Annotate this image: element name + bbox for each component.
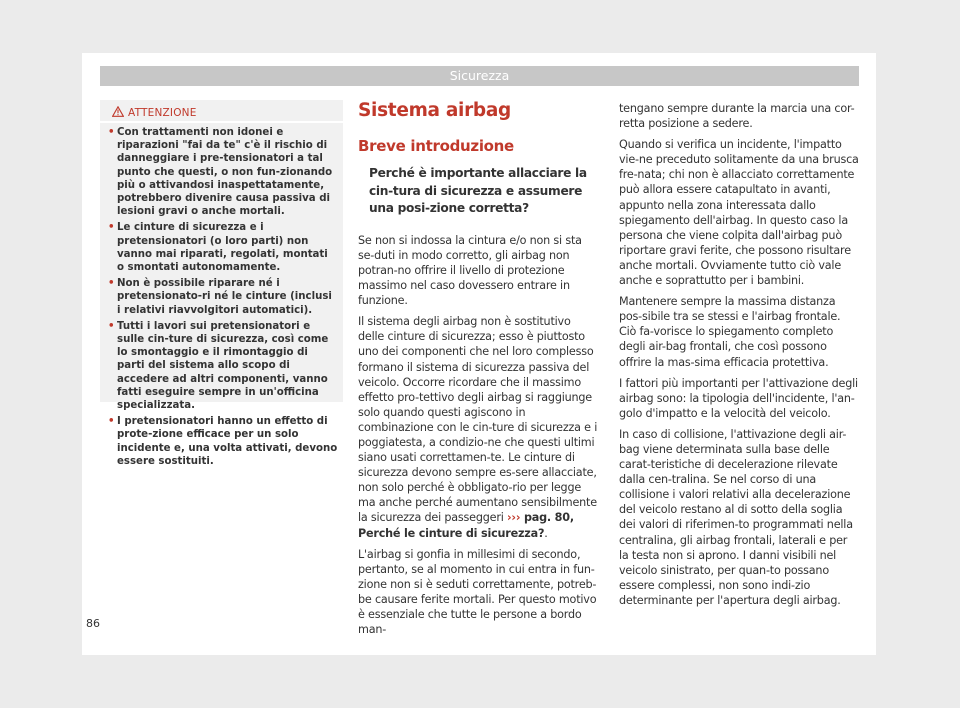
paragraph: Il sistema degli airbag non è sostitutivo delle cinture di sicurezza; esso è piuttosto uno dei componenti che nel loro complesso formano il sistema di sicurezza passiva del veicolo. Occorre ricordare che il massimo effetto pro-tettivo degli airbag si raggiunge solo quando questi agiscono in combinazione con le cin-ture di sicurezza e i poggiatesta, a condizio-ne che questi ultimi siano usati correttamen-te. Le cinture di sicurezza devono sempre es-sere allacciate, non solo perché è obbligato-rio per legge ma anche perché aumentano sensibilmente la sicurezza dei passeggeri ››› pag. 80, Perché le cinture di sicurezza?. [358,315,598,540]
warning-list [108,126,338,471]
article-title: Sistema airbag [358,100,511,121]
warning-triangle-icon [112,106,124,120]
bullet-icon: • [108,127,115,138]
warning-item: • Le cinture di sicurezza e i pretensionatori (o loro parti) non vanno mai riparati, regolati, montati o smontati autonomamente. [108,222,328,274]
warning-item: • Con trattamenti non idonei e riparazioni "fai da te" c'è il rischio di danneggiare i pre-tensionatori a tal punto che questi, o non fun-zionando più o attivandosi inaspettatamente, potrebbero divenire causa passiva di lesioni gravi o anche mortali. [108,127,333,218]
bullet-icon: • [108,320,115,332]
warning-item: • I pretensionatori hanno un effetto di prote-zione efficace per un solo incidente e, una volta attivati, devono essere sostituiti. [108,416,338,467]
section-header [100,66,859,86]
paragraph: Se non si indossa la cintura e/o non si sta se-duti in modo corretto, gli airbag non potran-no offrire il livello di protezione massimo nel caso dovessero entrare in funzione. [358,233,582,308]
paragraph: In caso di collisione, l'attivazione degli air-bag viene determinata sulla base delle carat-teristiche di decelerazione rilevate dalla cen-tralina. Se nel corso di una collisione i valori relativi alla decelerazione del veicolo restano al di sotto della soglia dei valori di riferimen-to programmati nella centralina, gli airbag frontali, laterali e per la testa non si aprono. I danni visibili nel veicolo sinistrato, per quan-to possano essere complessi, non sono indi-zio determinante per l'apertura degli airbag. [619,427,853,607]
paragraph: Quando si verifica un incidente, l'impatto vie-ne preceduto solitamente da una brusca fre-nata; chi non è allacciato correttamente può allora essere catapultato in avanti, appunto nella zona interessata dallo spiegamento dell'airbag. In questo caso la persona che viene colpita dall'airbag può riportare gravi ferite, che possono risultare anche mortali. Ovviamente tutto ciò vale anche e soprattutto per i bambini. [619,138,859,288]
reference-arrow-icon: ››› [507,511,521,525]
section-title: Sicurezza [449,68,510,83]
bullet-icon: • [108,278,115,290]
article-column-1 [358,100,598,643]
paragraph: L'airbag si gonfia in millesimi di secondo, pertanto, se al momento in cui entra in fun-zione non si è seduti correttamente, potreb-be causare ferite mortali. Per questo motivo è essenziale che tutte le persone a bordo man- [358,547,597,637]
bullet-icon: • [108,222,115,234]
page-number: 86 [86,617,100,630]
warning-title: ATTENZIONE [128,107,197,119]
article-question: Perché è importante allacciare la cin-tura di sicurezza e assumere una posi-zione corretta? [369,166,587,216]
paragraph: Mantenere sempre la massima distanza pos-sibile tra se stessi e l'airbag frontale. Ciò fa-vorisce lo spiegamento completo degli air-bag frontali, che così possono offrire la mas-sima efficacia protettiva. [619,295,841,369]
bullet-icon: • [108,416,115,428]
warning-item: • Non è possibile riparare né i pretensionato-ri né le cinture (inclusi i relativi riavvolgitori automatici). [108,278,332,316]
warning-divider [100,121,343,123]
warning-box [100,100,343,467]
article-subtitle: Breve introduzione [358,137,514,155]
paragraph: tengano sempre durante la marcia una cor-retta posizione a sedere. [619,102,855,131]
warning-item: • Tutti i lavori sui pretensionatori e sulle cin-ture di sicurezza, così come lo smontaggio e il rimontaggio di parti del sistema allo scopo di accedere ad altri componenti, vanno fatti eseguire sempre in un'officina specializzata. [108,320,329,412]
warning-header [112,106,197,120]
paragraph: I fattori più importanti per l'attivazione degli airbag sono: la tipologia dell'incidente, l'an-golo d'impatto e la velocità del veicolo. [619,376,858,420]
article-column-2 [619,101,859,614]
page-reference-link[interactable]: ››› pag. 80, Perché le cinture di sicurezza? [358,511,574,540]
